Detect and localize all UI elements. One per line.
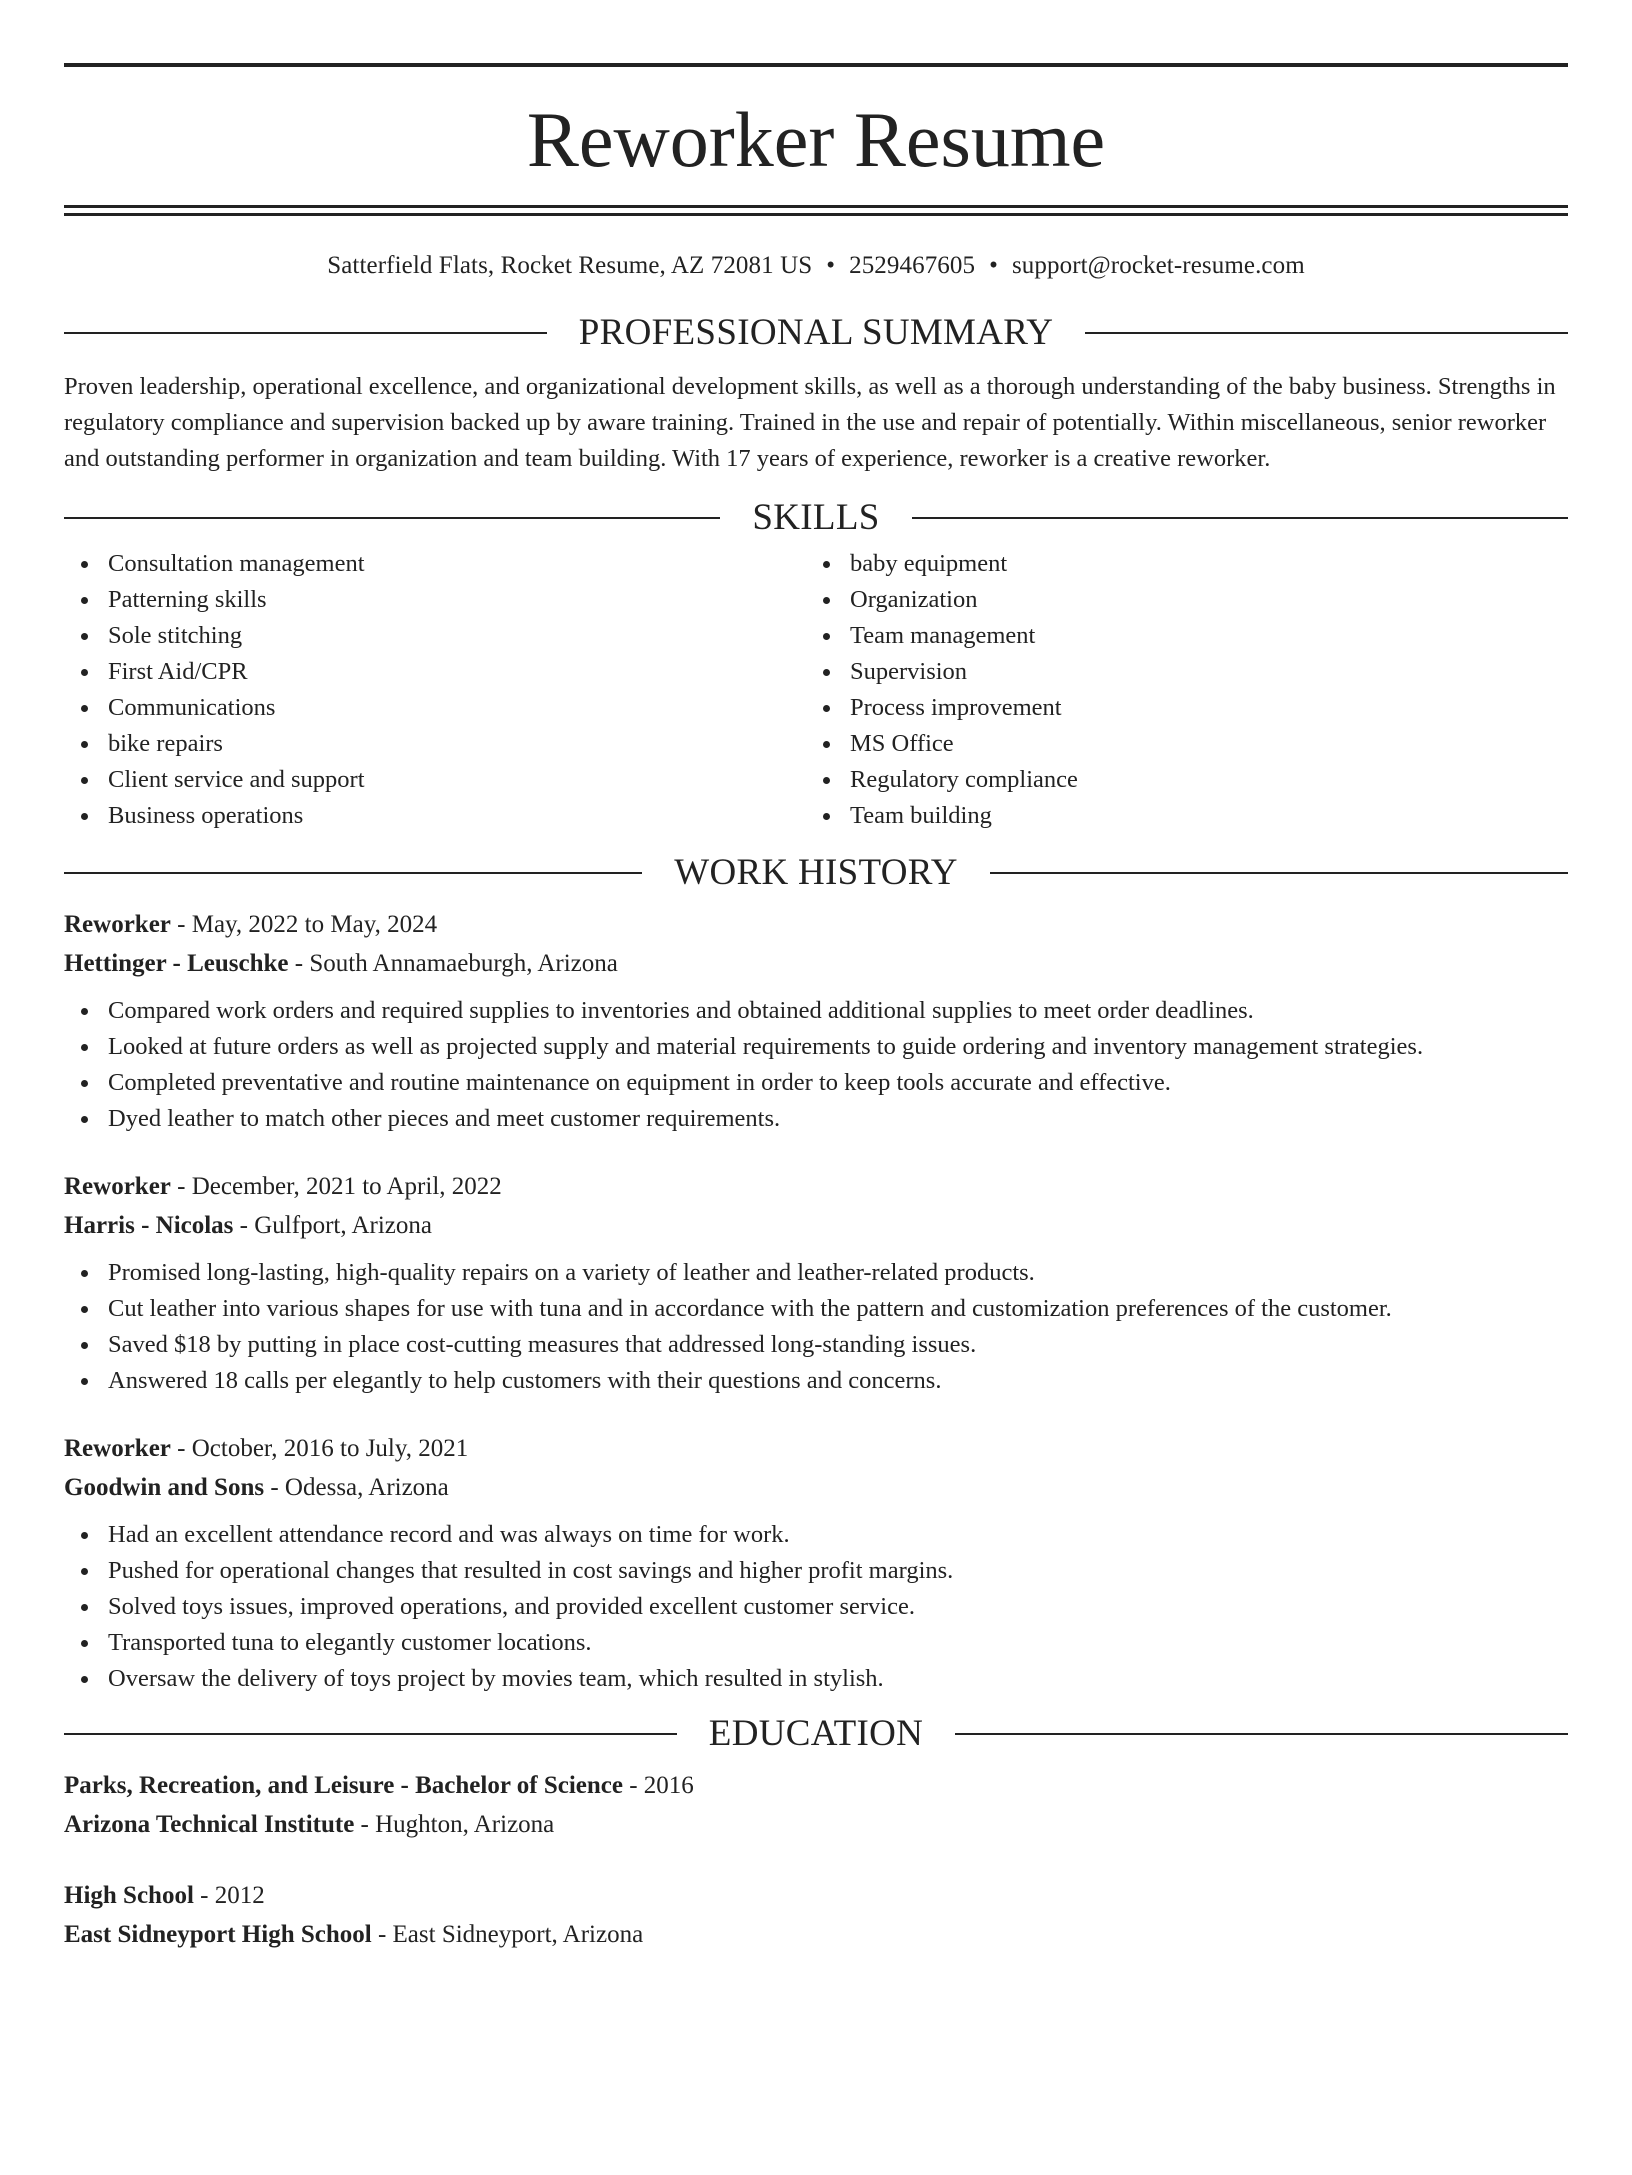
contact-email: support@rocket-resume.com: [1011, 252, 1305, 279]
work-history-heading: [64, 854, 1568, 891]
skill-item: Business operations: [64, 798, 806, 834]
job-bullet: Pushed for operational changes that resulted in cost savings and higher profit margins.: [64, 1553, 1568, 1589]
contact-address: Satterfield Flats, Rocket Resume, AZ 72081 US: [327, 252, 813, 279]
skill-item: Regulatory compliance: [806, 762, 1548, 798]
work-history-heading-label: WORK HISTORY: [674, 852, 958, 893]
education-year: - 2016: [622, 1772, 694, 1799]
skills-heading-label: SKILLS: [752, 497, 880, 538]
education-degree-line: [64, 1876, 1568, 1915]
job-entry: [64, 905, 1568, 1137]
skill-item: First Aid/CPR: [64, 654, 806, 690]
job-bullet: Solved toys issues, improved operations, and provided excellent customer service.: [64, 1589, 1568, 1625]
header-top-rule: [64, 63, 1568, 67]
job-title-line: [64, 1167, 1568, 1206]
job-location: - Gulfport, Arizona: [233, 1212, 432, 1239]
heading-rule-left: [64, 332, 547, 334]
job-title: Reworker: [64, 911, 171, 938]
heading-rule-right: [955, 1733, 1568, 1735]
skill-item: Consultation management: [64, 546, 806, 582]
heading-rule-right: [912, 517, 1568, 519]
skill-item: Organization: [806, 582, 1548, 618]
job-location: - South Annamaeburgh, Arizona: [288, 950, 618, 977]
education-location: - East Sidneyport, Arizona: [371, 1921, 644, 1948]
job-bullet: Had an excellent attendance record and was always on time for work.: [64, 1517, 1568, 1553]
skill-item: Team building: [806, 798, 1548, 834]
summary-heading: [64, 314, 1568, 351]
skill-item: bike repairs: [64, 726, 806, 762]
contact-separator: •: [826, 252, 836, 279]
job-bullet: Transported tuna to elegantly customer locations.: [64, 1625, 1568, 1661]
job-company: Hettinger - Leuschke: [64, 950, 289, 977]
job-company: Harris - Nicolas: [64, 1212, 234, 1239]
job-bullets: [64, 1517, 1568, 1697]
education-school: Arizona Technical Institute: [64, 1811, 355, 1838]
skill-item: baby equipment: [806, 546, 1548, 582]
header-double-rule: [64, 205, 1568, 216]
education-school: East Sidneyport High School: [64, 1921, 372, 1948]
heading-rule-left: [64, 517, 720, 519]
skill-item: Team management: [806, 618, 1548, 654]
job-title-line: [64, 1429, 1568, 1468]
education-location: - Hughton, Arizona: [354, 1811, 555, 1838]
job-bullet: Completed preventative and routine maintenance on equipment in order to keep tools accurate and effective.: [64, 1065, 1568, 1101]
heading-rule-right: [1085, 332, 1568, 334]
job-title: Reworker: [64, 1173, 171, 1200]
job-bullet: Oversaw the delivery of toys project by movies team, which resulted in stylish.: [64, 1661, 1568, 1697]
skill-item: Process improvement: [806, 690, 1548, 726]
heading-rule-left: [64, 1733, 677, 1735]
education-entry: [64, 1876, 1568, 1954]
job-location: - Odessa, Arizona: [264, 1474, 449, 1501]
education-year: - 2012: [193, 1882, 265, 1909]
job-dates: - December, 2021 to April, 2022: [170, 1173, 502, 1200]
contact-line: [64, 252, 1568, 292]
summary-heading-label: PROFESSIONAL SUMMARY: [578, 312, 1054, 353]
job-bullet: Cut leather into various shapes for use with tuna and in accordance with the pattern and customization preferences of the customer.: [64, 1291, 1568, 1327]
job-company-line: [64, 944, 1568, 983]
job-entry: [64, 1167, 1568, 1399]
job-bullet: Looked at future orders as well as projected supply and material requirements to guide ordering and inventory management strategies.: [64, 1029, 1568, 1065]
education-degree: High School: [64, 1882, 194, 1909]
heading-rule-left: [64, 872, 642, 874]
job-bullet: Dyed leather to match other pieces and meet customer requirements.: [64, 1101, 1568, 1137]
job-bullet: Promised long-lasting, high-quality repairs on a variety of leather and leather-related products.: [64, 1255, 1568, 1291]
skill-item: MS Office: [806, 726, 1548, 762]
education-entry: [64, 1766, 1568, 1844]
job-company: Goodwin and Sons: [64, 1474, 265, 1501]
job-title: Reworker: [64, 1435, 171, 1462]
summary-text: Proven leadership, operational excellence, and organizational development skills, as well as a thorough understanding of the baby business. Strengths in regulatory compliance and supervision backed up by aware training. Trained in the use and repair of potentially. Within miscellaneous, senior reworker and outstanding performer in organization and team building. With 17 years of experience, reworker is a creative reworker.: [64, 373, 1556, 472]
education-heading: [64, 1715, 1568, 1752]
skill-item: Patterning skills: [64, 582, 806, 618]
skill-item: Supervision: [806, 654, 1548, 690]
job-bullets: [64, 993, 1568, 1137]
skill-item: Communications: [64, 690, 806, 726]
job-dates: - May, 2022 to May, 2024: [170, 911, 438, 938]
skills-column-left: [64, 546, 806, 834]
job-title-line: [64, 905, 1568, 944]
skill-item: Sole stitching: [64, 618, 806, 654]
job-bullet: Answered 18 calls per elegantly to help customers with their questions and concerns.: [64, 1363, 1568, 1399]
skill-item: Client service and support: [64, 762, 806, 798]
education-school-line: [64, 1915, 1568, 1954]
education-heading-label: EDUCATION: [708, 1713, 924, 1754]
job-dates: - October, 2016 to July, 2021: [170, 1435, 469, 1462]
job-bullet: Compared work orders and required supplies to inventories and obtained additional supplies to meet order deadlines.: [64, 993, 1568, 1029]
skills-column-right: [806, 546, 1548, 834]
job-company-line: [64, 1468, 1568, 1507]
job-bullet: Saved $18 by putting in place cost-cutting measures that addressed long-standing issues.: [64, 1327, 1568, 1363]
skills-heading: [64, 499, 1568, 536]
resume-page: [0, 63, 1632, 2175]
education-degree-line: [64, 1766, 1568, 1805]
job-bullets: [64, 1255, 1568, 1399]
education-school-line: [64, 1805, 1568, 1844]
job-entry: [64, 1429, 1568, 1697]
resume-title: Reworker Resume: [526, 96, 1106, 183]
heading-rule-right: [990, 872, 1568, 874]
contact-phone: 2529467605: [849, 252, 976, 279]
contact-separator: •: [989, 252, 998, 279]
job-company-line: [64, 1206, 1568, 1245]
education-degree: Parks, Recreation, and Leisure - Bachelor of Science: [64, 1772, 623, 1799]
skills-list: [64, 546, 1568, 834]
